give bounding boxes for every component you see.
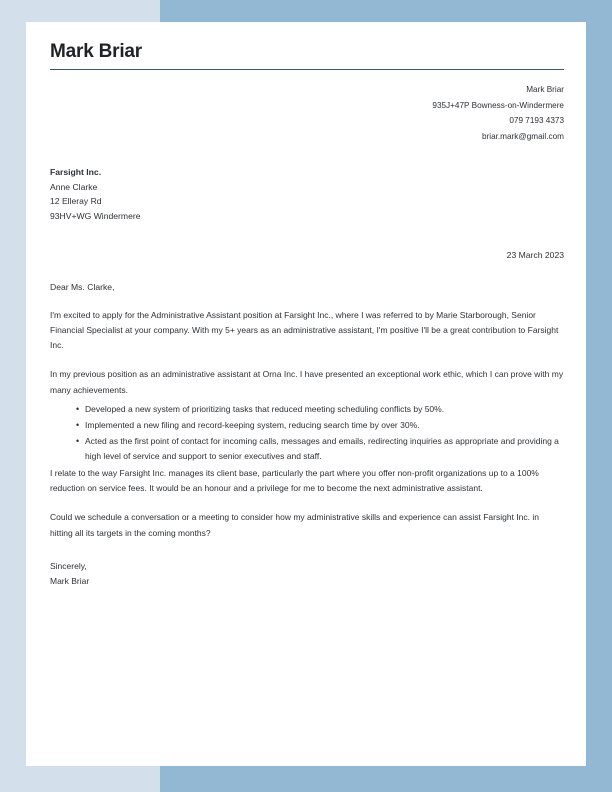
letter-date: 23 March 2023 bbox=[506, 250, 564, 261]
sender-contact-block bbox=[50, 82, 564, 145]
body-paragraph-2: In my previous position as an administrative assistant at Orna Inc. I have presented an exceptional work ethic, which I can prove with my many achievements. bbox=[50, 369, 564, 395]
salutation: Dear Ms. Clarke, bbox=[50, 282, 115, 293]
achievements-list bbox=[50, 402, 568, 465]
body-paragraph-1: I'm excited to apply for the Administrative Assistant position at Farsight Inc., where I was referred to by Marie Starborough, Senior Financial Specialist at your company. With my 5+ years as an administrative assistant, I'm positive I'll be a great contribution to Farsight Inc. bbox=[50, 310, 559, 351]
sender-phone: 079 7193 4373 bbox=[509, 116, 564, 126]
sender-address: 935J+47P Bowness-on-Windermere bbox=[432, 100, 564, 110]
recipient-contact-name: Anne Clarke bbox=[50, 181, 98, 192]
letterhead-name: Mark Briar bbox=[50, 41, 142, 62]
recipient-city: 93HV+WG Windermere bbox=[50, 211, 141, 222]
recipient-company: Farsight Inc. bbox=[50, 166, 102, 177]
sender-name: Mark Briar bbox=[526, 84, 564, 94]
list-item: • Implemented a new filing and record-keeping system, reducing search time by over 30%. bbox=[76, 418, 568, 433]
recipient-street: 12 Elleray Rd bbox=[50, 196, 102, 207]
body-paragraph-4: Could we schedule a conversation or a meeting to consider how my administrative skills and experience can assist Farsight Inc. in hitting all its targets in the coming months? bbox=[50, 512, 539, 538]
body-paragraph-3: I relate to the way Farsight Inc. manages its client base, particularly the part where you offer non-profit organizations up to a 100% reduction on service fees. It would be an honour and a privilege for me to become the next administrative assistant. bbox=[50, 468, 539, 494]
signature-name: Mark Briar bbox=[50, 575, 90, 586]
letterhead-divider bbox=[50, 69, 564, 70]
list-item: • Developed a new system of prioritizing tasks that reduced meeting scheduling conflicts by 50%. bbox=[76, 402, 568, 417]
sender-email: briar.mark@gmail.com bbox=[481, 132, 564, 142]
letter-page bbox=[26, 22, 586, 766]
recipient-address-block bbox=[50, 165, 562, 224]
list-item: • Acted as the first point of contact for incoming calls, messages and emails, redirecting inquiries as appropriate and providing a high level of service and support to senior executives and staff. bbox=[76, 434, 568, 464]
closing-block bbox=[50, 559, 562, 589]
valediction: Sincerely, bbox=[50, 560, 87, 571]
